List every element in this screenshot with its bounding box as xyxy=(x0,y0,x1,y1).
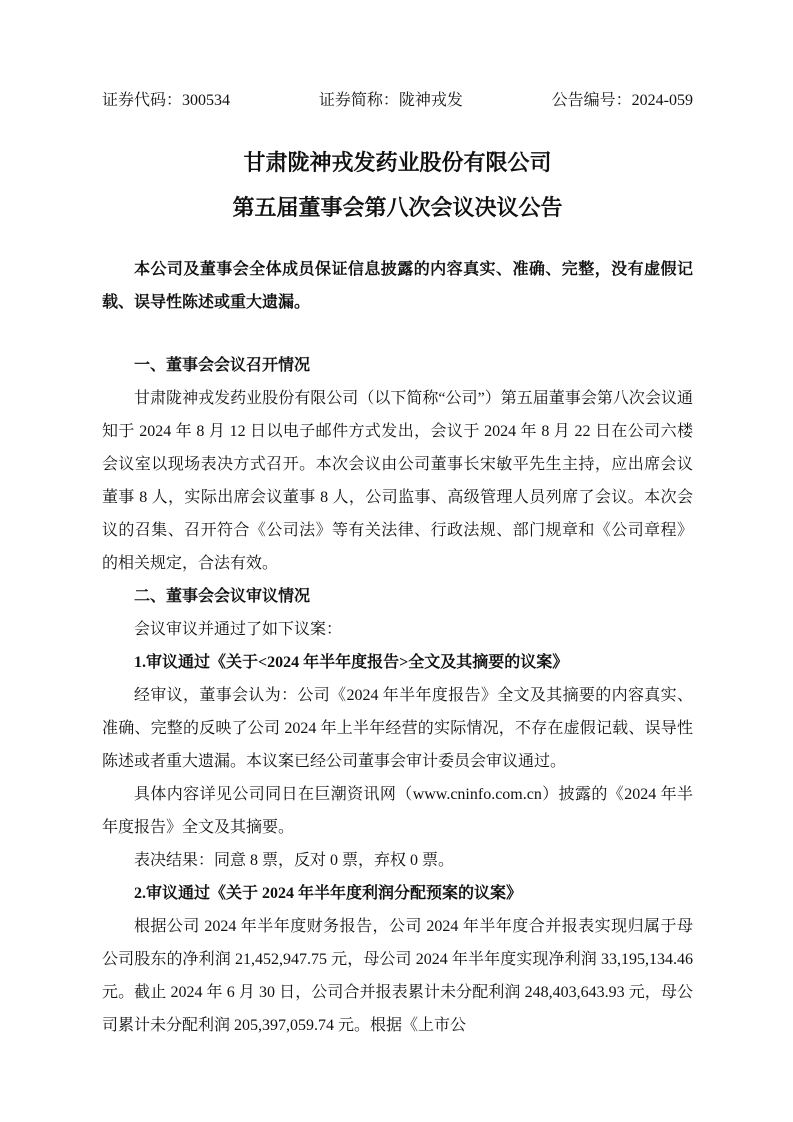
section-1-heading: 一、董事会会议召开情况 xyxy=(134,357,311,374)
section-2-heading: 二、董事会会议审议情况 xyxy=(134,588,311,605)
announcement-title: 第五届董事会第八次会议决议公告 xyxy=(232,195,563,220)
stock-abbreviation-label: 证券简称：陇神戎发 xyxy=(318,92,463,109)
announcement-number-label: 公告编号：2024-059 xyxy=(551,92,693,109)
proposal-2-heading: 2.审议通过《关于 2024 年半年度利润分配预案的议案》 xyxy=(134,885,523,902)
proposal-1-vote-result: 表决结果：同意 8 票，反对 0 票，弃权 0 票。 xyxy=(134,852,455,869)
company-name-title: 甘肃陇神戎发药业股份有限公司 xyxy=(243,150,552,175)
proposal-1-disclosure-paragraph: 具体内容详见公司同日在巨潮资讯网（www.cninfo.com.cn）披露的《2024 年半年度报告》全文及其摘要。 xyxy=(102,786,693,836)
document-header xyxy=(102,90,693,112)
proposal-1-review-paragraph: 经审议，董事会认为：公司《2024 年半年度报告》全文及其摘要的内容真实、准确、完整的反映了公司 2024 年上半年经营的实际情况，不存在虚假记载、误导性陈述或者重大遗漏。本议案已经公司董事会审计委员会审议通过。 xyxy=(102,687,693,770)
proposal-2-profit-distribution-paragraph: 根据公司 2024 年半年度财务报告，公司 2024 年半年度合并报表实现归属于母公司股东的净利润 21,452,947.75 元，母公司 2024 年半年度实现净利润 33,195,134.46 元。截止 2024 年 6 月 30 日，公司合并报表累计未分配利润 248,403,643.93 元，母公司累计未分配利润 205,397,059.74 元。根据《上市公 xyxy=(102,918,693,1034)
proposal-1-heading: 1.审议通过《关于<2024 年半年度报告>全文及其摘要的议案》 xyxy=(134,654,569,671)
stock-code-label: 证券代码：300534 xyxy=(102,92,231,109)
review-intro-line: 会议审议并通过了如下议案： xyxy=(134,621,343,638)
disclaimer-paragraph: 本公司及董事会全体成员保证信息披露的内容真实、准确、完整，没有虚假记载、误导性陈述或重大遗漏。 xyxy=(102,261,693,311)
meeting-convening-paragraph: 甘肃陇神戎发药业股份有限公司（以下简称“公司”）第五届董事会第八次会议通知于 2024 年 8 月 12 日以电子邮件方式发出，会议于 2024 年 8 月 22 日在公司六楼会议室以现场表决方式召开。本次会议由公司董事长宋敏平先生主持，应出席会议董事 8 人，实际出席会议董事 8 人，公司监事、高级管理人员列席了会议。本次会议的召集、召开符合《公司法》等有关法律、行政法规、部门规章和《公司章程》的相关规定，合法有效。 xyxy=(102,390,693,572)
